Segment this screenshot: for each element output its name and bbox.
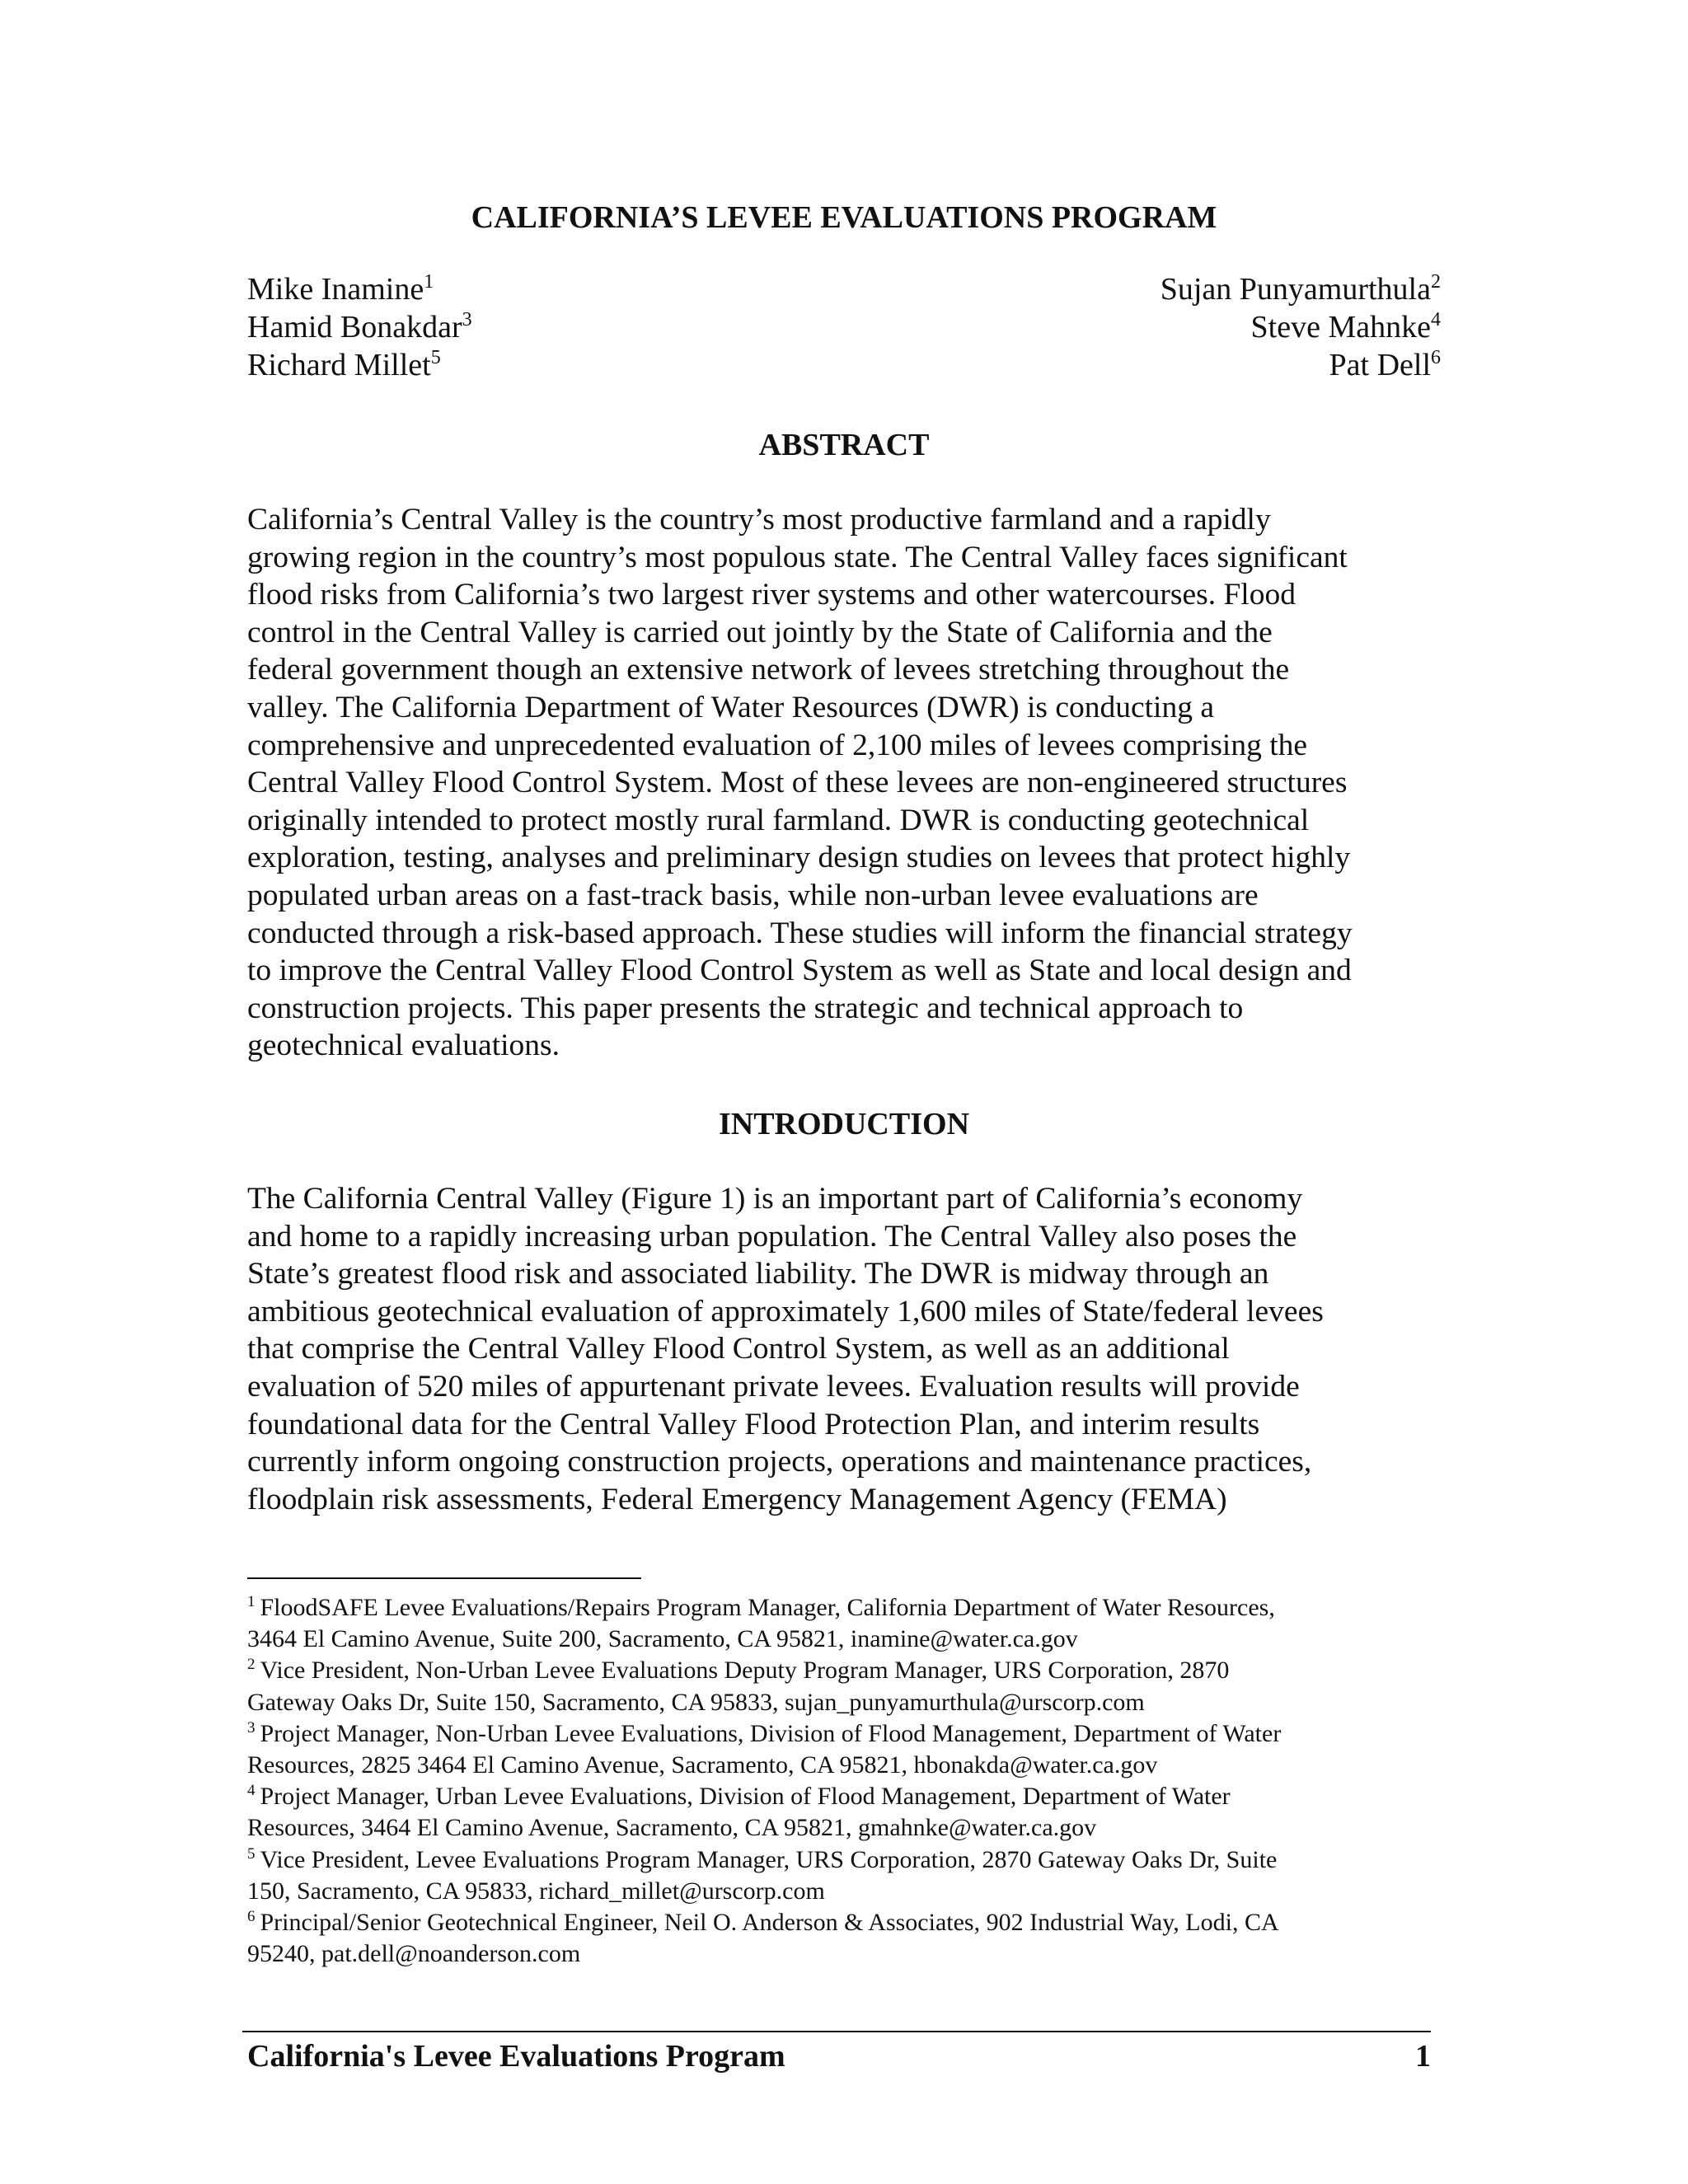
- author-row: [247, 308, 1441, 346]
- footnote-text: FloodSAFE Levee Evaluations/Repairs Program Manager, California Department of Water Resources,: [260, 1594, 1275, 1621]
- author-name: Steve Mahnke: [1250, 310, 1431, 344]
- abstract-heading: ABSTRACT: [758, 428, 930, 462]
- footnote-text: Principal/Senior Geotechnical Engineer, Neil O. Anderson & Associates, 902 Industrial Way, Lodi, CA: [260, 1908, 1279, 1936]
- text-line: federal government though an extensive network of levees stretching throughout the: [247, 653, 1290, 687]
- author-name: Pat Dell: [1329, 348, 1431, 382]
- text-line: foundational data for the Central Valley Flood Protection Plan, and interim results: [247, 1407, 1260, 1441]
- text-line: populated urban areas on a fast-track basis, while non-urban levee evaluations are: [247, 878, 1259, 912]
- author-affiliation-mark: 5: [430, 347, 441, 368]
- footnote-divider: [247, 1577, 641, 1579]
- text-line: originally intended to protect mostly rural farmland. DWR is conducting geotechnical: [247, 803, 1310, 837]
- footnote-text: Vice President, Non-Urban Levee Evaluations Deputy Program Manager, URS Corporation, 2870: [260, 1657, 1230, 1685]
- author-affiliation-mark: 1: [424, 271, 434, 293]
- text-line: to improve the Central Valley Flood Control System as well as State and local design and: [247, 954, 1352, 988]
- author-row: [247, 346, 1441, 384]
- text-line: exploration, testing, analyses and preliminary design studies on levees that protect highly: [247, 841, 1351, 875]
- author-right: [1160, 270, 1441, 308]
- footnote-number: 3: [247, 1718, 256, 1736]
- text-line: control in the Central Valley is carried out jointly by the State of California and the: [247, 615, 1273, 649]
- introduction-text: [247, 1180, 1441, 1518]
- paper-title: CALIFORNIA’S LEVEE EVALUATIONS PROGRAM: [471, 200, 1217, 235]
- text-line: and home to a rapidly increasing urban population. The Central Valley also poses the: [247, 1219, 1297, 1254]
- footnotes: [247, 1592, 1441, 1970]
- author-affiliation-mark: 3: [462, 309, 472, 330]
- page-number: 1: [1415, 2039, 1431, 2074]
- author-affiliation-mark: 2: [1431, 271, 1441, 293]
- text-line: that comprise the Central Valley Flood Control System, as well as an additional: [247, 1332, 1230, 1366]
- footnote-line: [247, 1655, 1441, 1686]
- text-line: The California Central Valley (Figure 1) is an important part of California’s economy: [247, 1182, 1303, 1216]
- author-right: [1251, 308, 1441, 346]
- footnote-number: 5: [247, 1844, 256, 1863]
- footnote-line: Gateway Oaks Dr, Suite 150, Sacramento, CA 95833, sujan_punyamurthula@urscorp.com: [247, 1688, 1145, 1716]
- author-left: [247, 308, 472, 346]
- text-line: flood risks from California’s two largest river systems and other watercourses. Flood: [247, 578, 1296, 612]
- footnote-line: 3464 El Camino Avenue, Suite 200, Sacramento, CA 95821, inamine@water.ca.gov: [247, 1625, 1078, 1653]
- text-line: floodplain risk assessments, Federal Emergency Management Agency (FEMA): [247, 1482, 1227, 1516]
- footnote-text: Project Manager, Non-Urban Levee Evaluations, Division of Flood Management, Department of Water: [260, 1719, 1282, 1747]
- footnote-line: [247, 1718, 1441, 1750]
- author-right: [1329, 346, 1441, 384]
- footnote-number: 4: [247, 1782, 256, 1800]
- footnote-line: [247, 1844, 1441, 1876]
- introduction-heading: INTRODUCTION: [718, 1107, 970, 1141]
- footer-divider: [242, 2031, 1431, 2032]
- author-row: [247, 270, 1441, 308]
- author-affiliation-mark: 6: [1431, 347, 1441, 368]
- text-line: growing region in the country’s most populous state. The Central Valley faces significant: [247, 540, 1348, 574]
- text-line: State’s greatest flood risk and associated liability. The DWR is midway through an: [247, 1257, 1269, 1291]
- text-line: evaluation of 520 miles of appurtenant private levees. Evaluation results will provide: [247, 1369, 1300, 1404]
- footnote-number: 6: [247, 1907, 256, 1925]
- footnote-line: [247, 1592, 1441, 1624]
- author-name: Mike Inamine: [247, 272, 424, 307]
- footnote-line: Resources, 3464 El Camino Avenue, Sacramento, CA 95821, gmahnke@water.ca.gov: [247, 1814, 1097, 1842]
- text-line: construction projects. This paper presents the strategic and technical approach to: [247, 991, 1244, 1025]
- text-line: conducted through a risk-based approach. These studies will inform the financial strategy: [247, 916, 1353, 950]
- footnote-line: [247, 1781, 1441, 1812]
- footnote-line: 95240, pat.dell@noanderson.com: [247, 1940, 581, 1968]
- footnote-text: Vice President, Levee Evaluations Program Manager, URS Corporation, 2870 Gateway Oaks Dr, Suite: [260, 1845, 1278, 1873]
- text-line: ambitious geotechnical evaluation of approximately 1,600 miles of State/federal levees: [247, 1294, 1324, 1329]
- page-footer: [247, 2036, 1431, 2076]
- text-line: geotechnical evaluations.: [247, 1029, 560, 1063]
- running-title: California's Levee Evaluations Program: [247, 2039, 785, 2074]
- text-line: currently inform ongoing construction projects, operations and maintenance practices,: [247, 1445, 1312, 1479]
- text-line: Central Valley Flood Control System. Most of these levees are non-engineered structures: [247, 766, 1348, 800]
- footnote-line: 150, Sacramento, CA 95833, richard_millet@urscorp.com: [247, 1877, 825, 1905]
- footnote-number: 1: [247, 1593, 256, 1610]
- footnote-line: [247, 1907, 1441, 1938]
- author-left: [247, 346, 441, 384]
- author-block: [247, 270, 1441, 384]
- footnote-line: Resources, 2825 3464 El Camino Avenue, Sacramento, CA 95821, hbonakda@water.ca.gov: [247, 1750, 1158, 1779]
- paper-page: [247, 0, 1441, 2184]
- author-name: Richard Millet: [247, 348, 431, 382]
- author-name: Sujan Punyamurthula: [1160, 272, 1431, 307]
- text-line: comprehensive and unprecedented evaluation of 2,100 miles of levees comprising the: [247, 728, 1308, 762]
- text-line: California’s Central Valley is the country’s most productive farmland and a rapidly: [247, 503, 1271, 537]
- author-name: Hamid Bonakdar: [247, 310, 462, 344]
- author-left: [247, 270, 434, 308]
- footnote-number: 2: [247, 1656, 256, 1674]
- footnote-text: Project Manager, Urban Levee Evaluations, Division of Flood Management, Department of Water: [260, 1783, 1231, 1811]
- text-line: valley. The California Department of Water Resources (DWR) is conducting a: [247, 690, 1214, 724]
- author-affiliation-mark: 4: [1431, 309, 1441, 330]
- abstract-text: [247, 501, 1441, 1065]
